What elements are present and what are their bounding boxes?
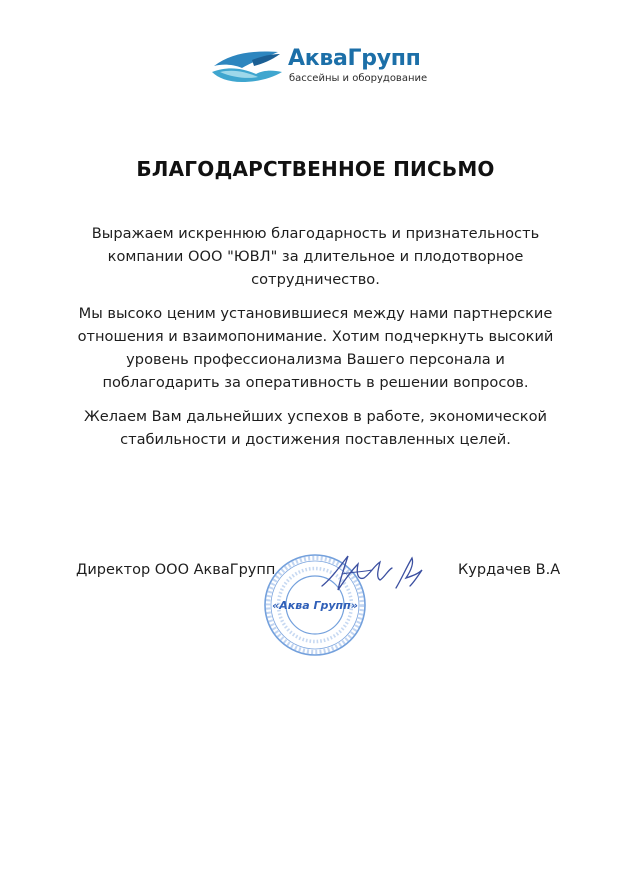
signatory-name: Курдачев В.А xyxy=(458,562,561,578)
paragraph-line: Выражаем искреннюю благодарность и признательность xyxy=(91,225,540,242)
paragraph-line: Желаем Вам дальнейших успехов в работе, экономической xyxy=(84,408,547,425)
paragraph-line: отношения и взаимопонимание. Хотим подчеркнуть высокий xyxy=(77,328,554,345)
letter-body xyxy=(40,222,591,462)
handwritten-signature xyxy=(318,548,428,596)
paragraph-gratitude xyxy=(40,222,591,291)
paragraph-line: стабильности и достижения поставленных целей. xyxy=(120,431,511,448)
wave-logo-icon xyxy=(212,48,282,84)
paragraph-line: уровень профессионализма Вашего персонала и xyxy=(126,351,505,368)
paragraph-partnership xyxy=(40,302,591,394)
paragraph-line: сотрудничество. xyxy=(251,271,380,288)
paragraph-wishes xyxy=(40,405,591,451)
company-logo xyxy=(212,46,432,86)
letter-title: БЛАГОДАРСТВЕННОЕ ПИСЬМО xyxy=(136,157,495,181)
signatory-position: Директор ООО АкваГрупп xyxy=(76,562,276,578)
paragraph-line: поблагодарить за оперативность в решении вопросов. xyxy=(102,374,529,391)
paragraph-line: Мы высоко ценим установившиеся между нами партнерские xyxy=(78,305,553,322)
paragraph-line: компании ООО "ЮВЛ" за длительное и плодотворное xyxy=(107,248,524,265)
stamp-center-text: «Аква Групп» xyxy=(272,599,358,612)
logo-name: АкваГрупп xyxy=(288,46,421,71)
logo-tagline: бассейны и оборудование xyxy=(289,73,428,84)
